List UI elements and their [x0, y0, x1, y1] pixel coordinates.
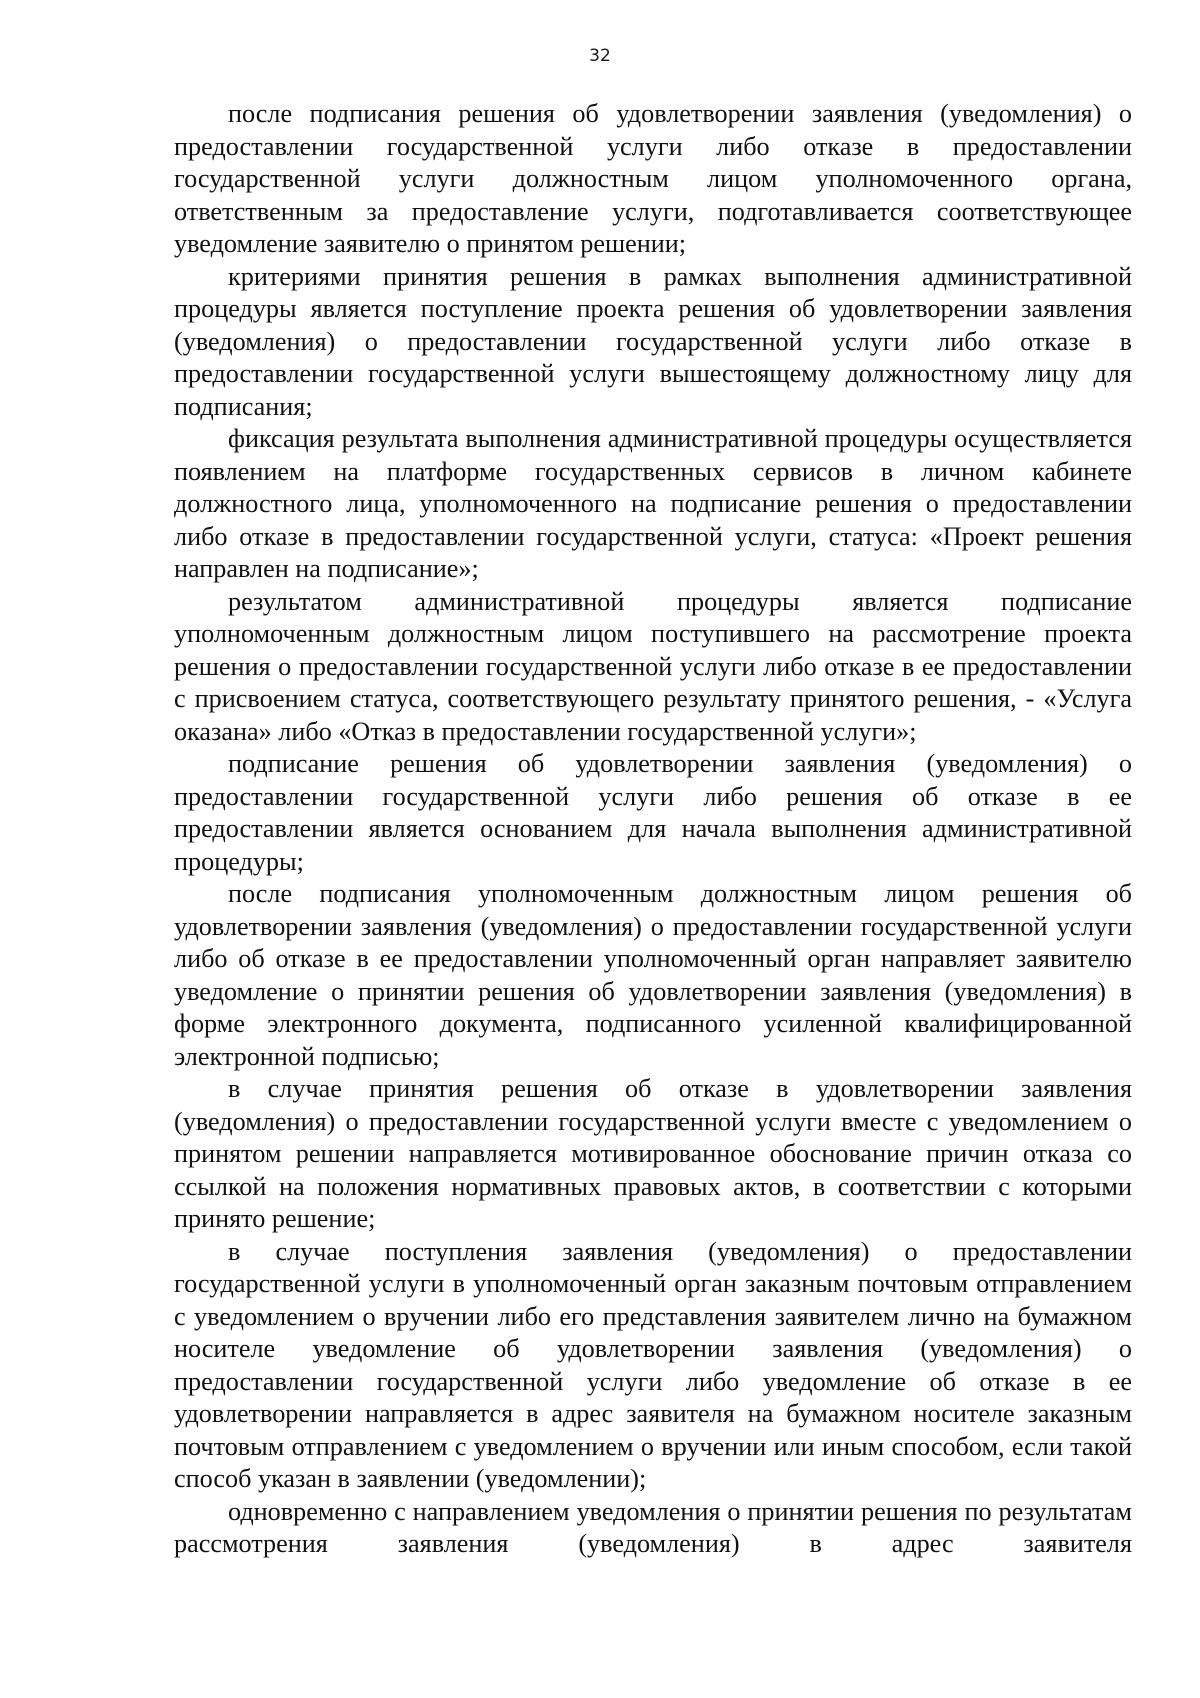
paragraph: в случае поступления заявления (уведомления) о предоставлении государственной услуги в уполномоченный орган заказным почтовым отправлением с уведомлением о вручении либо его представления заявителем лично на бумажном носителе уведомление об удовлетворении заявления (уведомления) о предоставлении государственной услуги либо уведомление об отказе в ее удовлетворении направляется в адрес заявителя на бумажном носителе заказным почтовым отправлением с уведомлением о вручении или иным способом, если такой способ указан в заявлении (уведомлении); [174, 1236, 1132, 1493]
paragraph: после подписания решения об удовлетворении заявления (уведомления) о предоставлении государственной услуги либо отказе в предоставлении государственной услуги должностным лицом уполномоченного органа, ответственным за предоставление услуги, подготавливается соответствующее уведомление заявителю о принятом решении; [174, 99, 1132, 258]
paragraph-continued: одновременно с направлением уведомления о принятии решения по результатам рассмотрения заявления (уведомления) в адрес заявителя [174, 1496, 1132, 1558]
paragraph: в случае принятия решения об отказе в удовлетворении заявления (уведомления) о предоставлении государственной услуги вместе с уведомлением о принятом решении направляется мотивированное обоснование причин отказа со ссылкой на положения нормативных правовых актов, в соответствии с которыми принято решение; [174, 1074, 1132, 1233]
paragraph: результатом административной процедуры является подписание уполномоченным должностным лицом поступившего на рассмотрение проекта решения о предоставлении государственной услуги либо отказе в ее предоставлении с присвоением статуса, соответствующего результату принятого решения, - «Услуга оказана» либо «Отказ в предоставлении государственной услуги»; [174, 586, 1132, 746]
paragraph: после подписания уполномоченным должностным лицом решения об удовлетворении заявления (уведомления) о предоставлении государственной услуги либо об отказе в ее предоставлении уполномоченный орган направляет заявителю уведомление о принятии решения об удовлетворении заявления (уведомления) в форме электронного документа, подписанного усиленной квалифицированной электронной подписью; [174, 879, 1132, 1071]
document-body [174, 98, 1132, 1561]
paragraph: критериями принятия решения в рамках выполнения административной процедуры является поступление проекта решения об удовлетворении заявления (уведомления) о предоставлении государственной услуги либо отказе в предоставлении государственной услуги вышестоящему должностному лицу для подписания; [174, 261, 1132, 421]
paragraph: подписание решения об удовлетворении заявления (уведомления) о предоставлении государственной услуги либо решения об отказе в ее предоставлении является основанием для начала выполнения административной процедуры; [174, 749, 1132, 876]
paragraph: фиксация результата выполнения административной процедуры осуществляется появлением на платформе государственных сервисов в личном кабинете должностного лица, уполномоченного на подписание решения о предоставлении либо отказе в предоставлении государственной услуги, статуса: «Проект решения направлен на подписание»; [174, 424, 1132, 583]
page-number: 32 [589, 46, 611, 66]
